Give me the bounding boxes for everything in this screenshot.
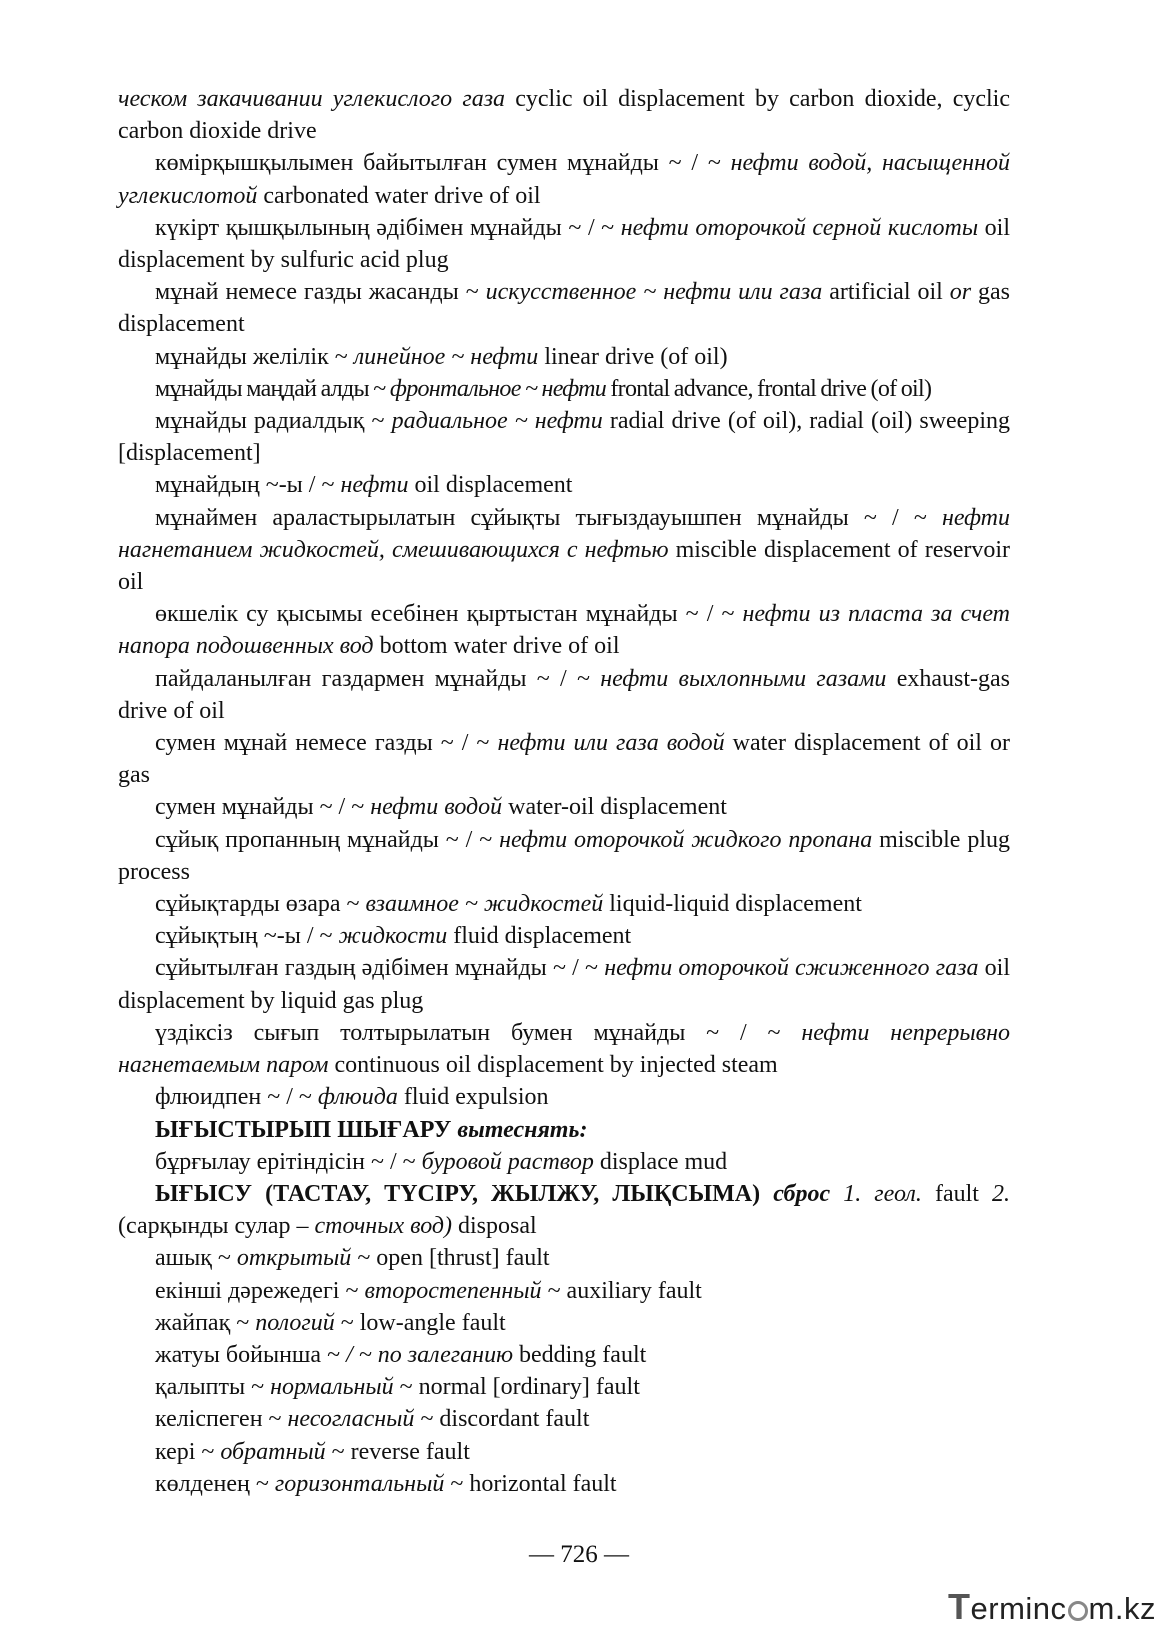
entry-text: кері ~ xyxy=(155,1438,221,1465)
russian-term: нефти оторочкой сжиженного газа xyxy=(604,955,979,982)
headword: ЫҒЫСУ (ТАСТАУ, ТҮСІРУ, ЖЫЛЖУ, ЛЫҚСЫМА) xyxy=(155,1180,761,1207)
page-number: — 726 — xyxy=(529,1541,629,1568)
dictionary-entry xyxy=(118,920,1010,952)
dictionary-entry xyxy=(118,1146,1010,1178)
dictionary-entry xyxy=(118,341,1010,373)
russian-term: фронтальное ~ нефти xyxy=(389,375,607,402)
entry-text: мұнай немесе газды жасанды ~ xyxy=(155,279,486,306)
entry-text: ~ discordant fault xyxy=(414,1406,590,1433)
dictionary-entry xyxy=(118,1178,1010,1242)
entry-text: флюидпен ~ / ~ xyxy=(155,1084,318,1111)
entry-text: linear drive (of oil) xyxy=(538,343,728,370)
dictionary-entry xyxy=(118,1017,1010,1081)
russian-term: нефти из пласта за счет напора подошвенных вод xyxy=(118,601,1010,660)
entry-text xyxy=(760,1181,773,1207)
entry-text: сұйықтың ~-ы / ~ xyxy=(155,923,339,950)
russian-term: нефти выхлопными газами xyxy=(600,665,887,692)
entry-text: bottom water drive of oil xyxy=(373,633,620,660)
russian-term: нефти водой xyxy=(370,794,503,821)
entry-text: (сарқынды сулар – xyxy=(118,1213,315,1240)
entry-text: күкірт қышқылының әдібімен мұнайды ~ / ~ xyxy=(155,214,621,241)
entry-text: көмірқышқылымен байытылған сумен мұнайды ~ / ~ xyxy=(155,150,731,177)
entry-text: жайпақ ~ xyxy=(155,1309,256,1336)
entry-text: radial drive (of oil), radial (oil) sweeping [displacement] xyxy=(118,408,1011,467)
dictionary-entry xyxy=(118,952,1010,1016)
entry-text: сұйытылған газдың әдібімен мұнайды ~ / ~ xyxy=(155,955,605,982)
entry-text: көлденең ~ xyxy=(155,1470,275,1497)
entry-text: miscible plug process xyxy=(118,826,1010,885)
russian-term: 1. геол. xyxy=(843,1180,922,1207)
entry-text: water-oil displacement xyxy=(502,794,727,821)
russian-term: нефти или газа водой xyxy=(497,730,725,757)
entry-text: мұнайды желілік ~ xyxy=(155,343,354,370)
entry-text: displace mud xyxy=(593,1148,728,1175)
dictionary-entry xyxy=(118,824,1010,888)
entry-text: қалыпты ~ xyxy=(155,1374,271,1401)
entry-text: екінші дәрежедегі ~ xyxy=(155,1277,365,1304)
entry-text: мұнайдың ~-ы / ~ xyxy=(155,472,341,499)
dictionary-entry xyxy=(118,1307,1010,1339)
dictionary-entry xyxy=(118,469,1010,501)
headword-russian: вытеснять: xyxy=(457,1116,588,1143)
dictionary-entry xyxy=(118,83,1010,147)
entry-text: мұнайды радиалдық ~ xyxy=(155,408,392,435)
dictionary-entry xyxy=(118,598,1010,662)
entry-text: ~ reverse fault xyxy=(325,1438,470,1465)
entry-text: өкшелік су қысымы есебінен қыртыстан мұнайды ~ / ~ xyxy=(155,601,743,628)
entry-text: жатуы бойынша ~ xyxy=(155,1341,347,1368)
dictionary-entry xyxy=(118,1081,1010,1113)
russian-term: / ~ по залеганию xyxy=(346,1341,513,1368)
entry-text: ашық ~ xyxy=(155,1245,237,1272)
russian-term: флюида xyxy=(317,1084,398,1111)
entry-text: oil displacement xyxy=(408,472,573,499)
russian-term: жидкости xyxy=(338,923,448,950)
russian-term: нефти оторочкой серной кислоты xyxy=(620,214,979,241)
entry-text: frontal advance, frontal drive (of oil) xyxy=(606,375,932,402)
dictionary-entry xyxy=(118,1339,1010,1371)
russian-term: буровой раствор xyxy=(421,1148,594,1175)
entry-text: ~ open [thrust] fault xyxy=(351,1245,550,1272)
dictionary-entry xyxy=(118,1371,1010,1403)
dictionary-entry xyxy=(118,502,1010,599)
russian-term: нефти водой, насыщенной углекислотой xyxy=(118,150,1010,209)
russian-term: нефти оторочкой жидкого пропана xyxy=(499,826,873,853)
entry-text: ~ horizontal fault xyxy=(444,1470,617,1497)
russian-term: сточных вод) xyxy=(314,1213,453,1240)
dictionary-entry xyxy=(118,1403,1010,1435)
entry-text: бұрғылау ерітіндісін ~ / ~ xyxy=(155,1148,422,1175)
russian-term: нефти нагнетанием жидкостей, смешивающихся с нефтью xyxy=(118,504,1010,563)
russian-term: радиальное ~ нефти xyxy=(391,408,603,435)
russian-term: ческом закачивании углекислого газа xyxy=(118,86,506,112)
russian-term: нормальный xyxy=(270,1374,394,1401)
entry-text: liquid-liquid displacement xyxy=(603,891,862,918)
logo-text-part1: erminc xyxy=(970,1591,1067,1626)
dictionary-entry xyxy=(118,373,1010,405)
entry-text: fault xyxy=(921,1180,993,1207)
headword-russian: сброс xyxy=(773,1180,831,1207)
russian-term: нефти xyxy=(340,472,409,499)
dictionary-entry xyxy=(118,791,1010,823)
entry-text: үздіксіз сығып толтырылатын бумен мұнайды ~ / ~ xyxy=(155,1019,802,1046)
termincom-logo[interactable] xyxy=(948,1586,1156,1626)
dictionary-entry xyxy=(118,405,1010,469)
entry-text: disposal xyxy=(452,1213,537,1240)
russian-term: обратный xyxy=(220,1438,326,1465)
dictionary-entry xyxy=(118,276,1010,340)
entry-text: пайдаланылған газдармен мұнайды ~ / ~ xyxy=(155,665,601,692)
entry-text: сұйық пропанның мұнайды ~ / ~ xyxy=(155,826,500,853)
dictionary-entry xyxy=(118,1275,1010,1307)
entry-text: exhaust-gas drive of oil xyxy=(118,665,1010,724)
entry-text: келіспеген ~ xyxy=(155,1406,288,1433)
logo-text-part2: m.kz xyxy=(1088,1591,1156,1626)
entry-text: miscible displacement of reservoir oil xyxy=(118,536,1011,596)
headword: ЫҒЫСТЫРЫП ШЫҒАРУ xyxy=(155,1116,452,1143)
russian-term: несогласный xyxy=(287,1406,415,1433)
entry-text: water displacement of oil or gas xyxy=(118,730,1010,789)
entry-text: bedding fault xyxy=(512,1341,647,1368)
entry-text xyxy=(830,1181,843,1207)
entry-text: continuous oil displacement by injected steam xyxy=(328,1052,778,1079)
entry-text: ~ normal [ordinary] fault xyxy=(393,1374,640,1401)
dictionary-entry xyxy=(118,1114,1010,1146)
entry-text: carbonated water drive of oil xyxy=(257,182,541,209)
entry-text: ~ auxiliary fault xyxy=(541,1277,702,1304)
entry-text: artificial oil xyxy=(822,279,950,306)
dictionary-entry xyxy=(118,663,1010,727)
entry-text: oil displacement by sulfuric acid plug xyxy=(118,214,1011,274)
dictionary-entry xyxy=(118,727,1010,791)
dictionary-entry xyxy=(118,888,1010,920)
russian-term: нефти непрерывно нагнетаемым паром xyxy=(118,1019,1010,1079)
russian-term: взаимное ~ жидкостей xyxy=(365,891,604,918)
dictionary-entry xyxy=(118,212,1010,276)
russian-term: открытый xyxy=(236,1245,352,1272)
entry-text: gas displacement xyxy=(118,279,1010,338)
russian-term: пологий xyxy=(255,1309,335,1336)
entry-text: fluid displacement xyxy=(447,923,632,950)
dictionary-entry xyxy=(118,1436,1010,1468)
entry-text: сумен мұнай немесе газды ~ / ~ xyxy=(155,730,498,757)
russian-term: or xyxy=(949,279,972,306)
entry-text: сумен мұнайды ~ / ~ xyxy=(155,794,371,821)
entry-text: мұнаймен араластырылатын сұйықты тығыздауышпен мұнайды ~ / ~ xyxy=(155,504,942,531)
globe-icon xyxy=(1068,1601,1088,1621)
entry-text: cyclic oil displacement by carbon dioxide, cyclic carbon dioxide drive xyxy=(118,86,1011,145)
dictionary-page-body xyxy=(118,83,1010,1500)
logo-initial: T xyxy=(948,1586,971,1627)
dictionary-entry xyxy=(118,1468,1010,1500)
russian-term: горизонтальный xyxy=(274,1470,445,1497)
russian-term: искусственное ~ нефти или газа xyxy=(485,279,823,306)
dictionary-entry xyxy=(118,147,1010,211)
entry-text: fluid expulsion xyxy=(397,1084,549,1111)
entry-text: мұнайды маңдай алды ~ xyxy=(155,375,390,402)
entry-text: ~ low-angle fault xyxy=(334,1309,506,1336)
russian-term: второстепенный xyxy=(364,1277,542,1304)
russian-term: 2. xyxy=(992,1180,1011,1207)
entry-text: сұйықтарды өзара ~ xyxy=(155,891,366,918)
entry-text: oil displacement by liquid gas plug xyxy=(118,955,1010,1014)
russian-term: линейное ~ нефти xyxy=(353,343,539,370)
dictionary-entry xyxy=(118,1242,1010,1274)
